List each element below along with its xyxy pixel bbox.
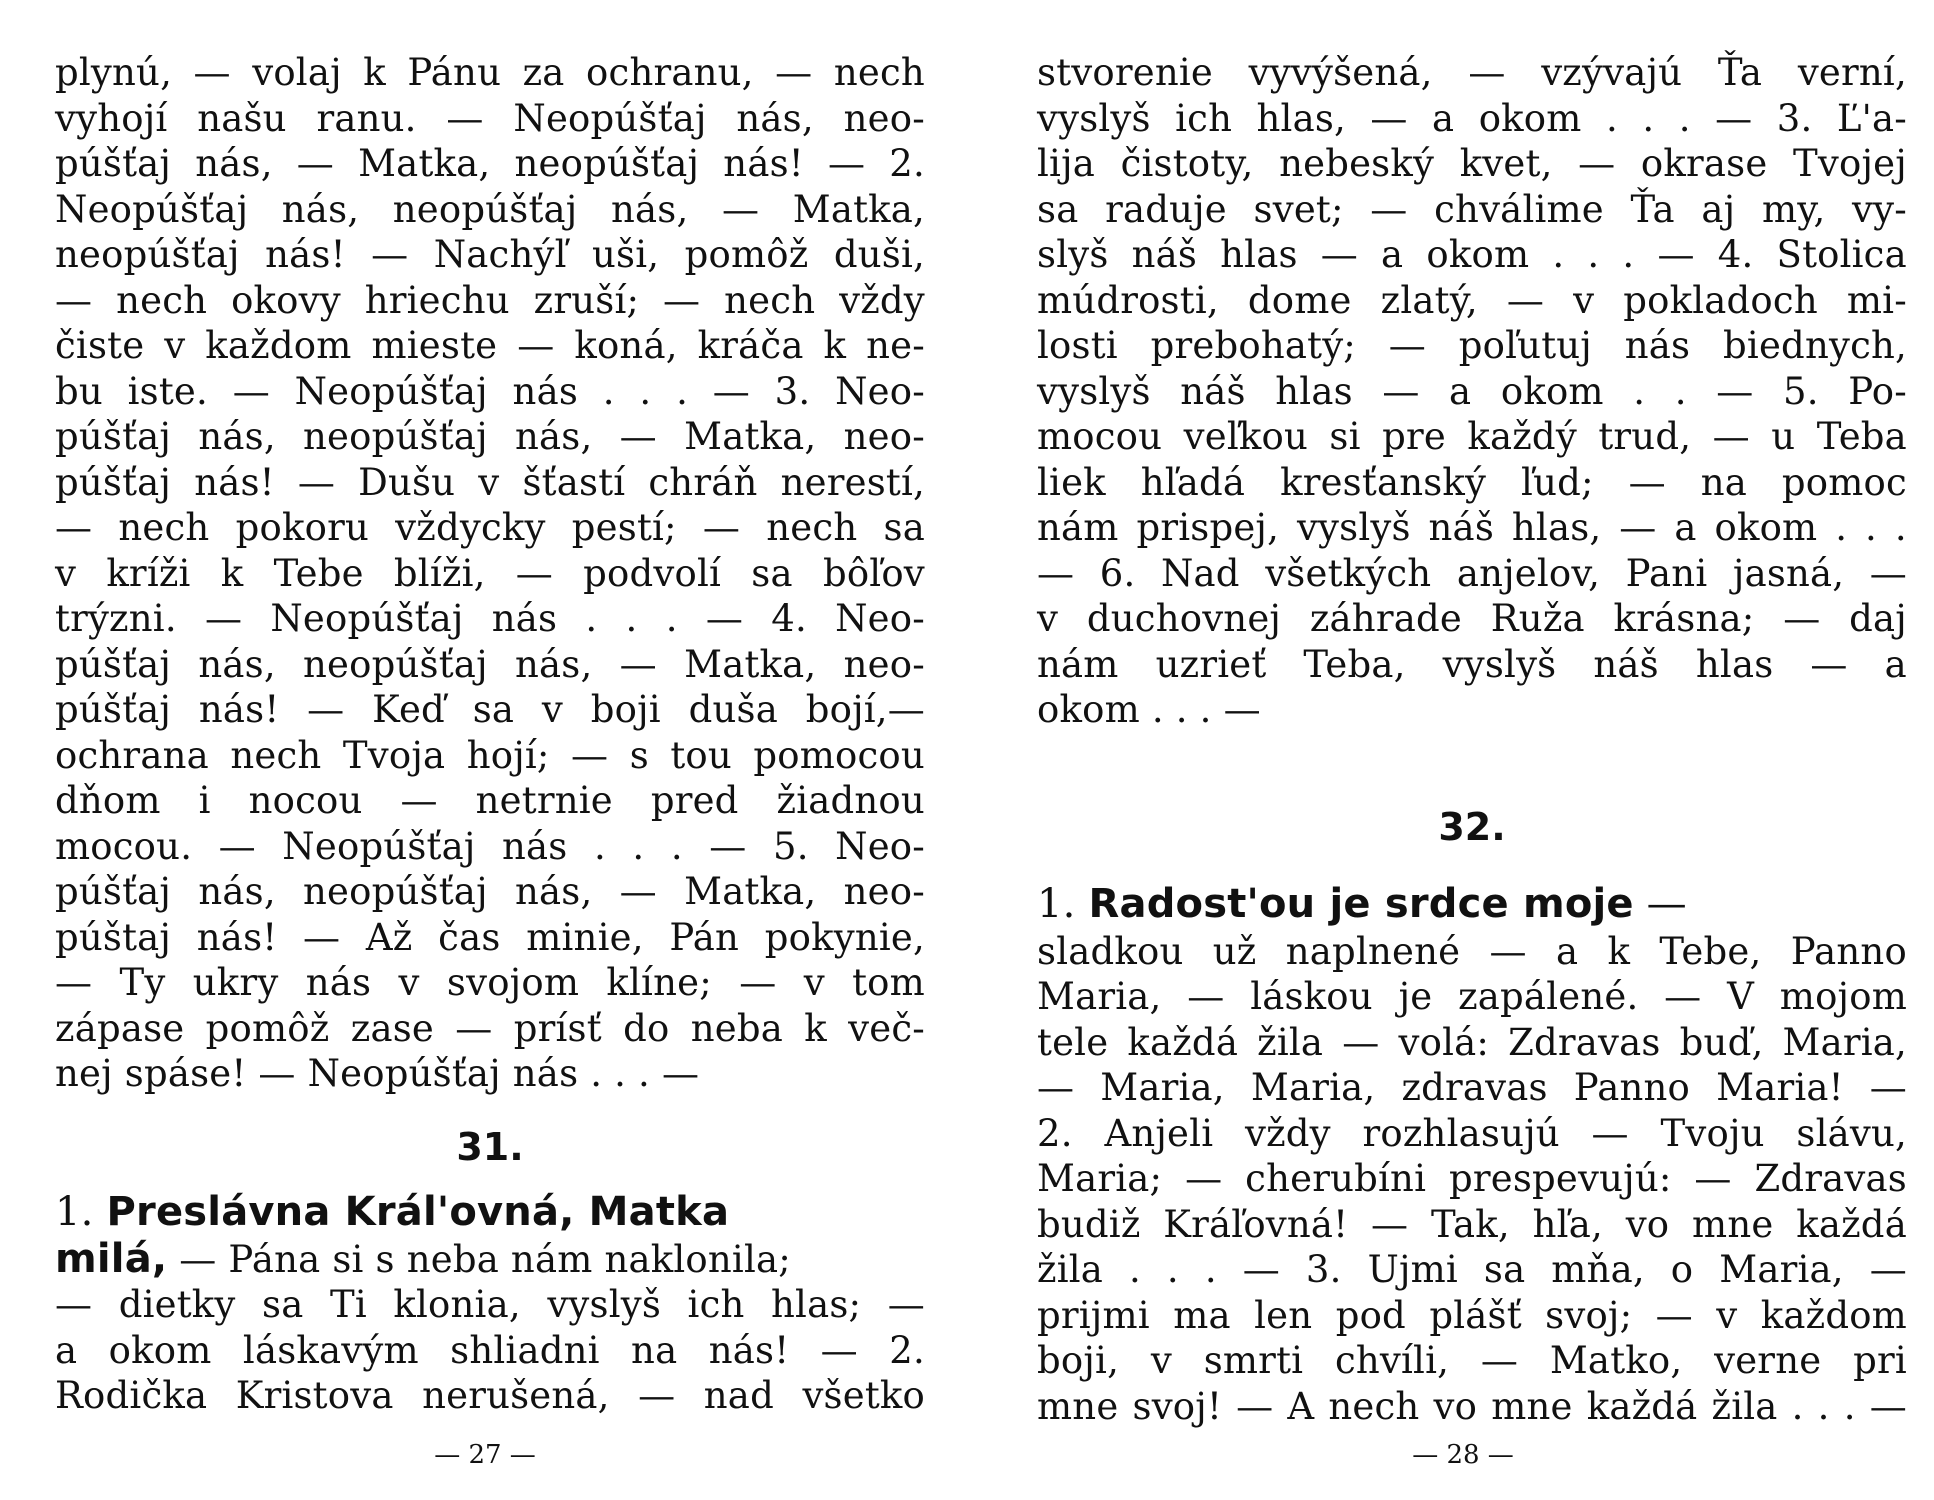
hymn-31-second-line — [55, 1237, 925, 1283]
text-line: púšťaj nás, neopúšťaj nás, — Matka, neo- — [55, 870, 925, 913]
hymn-32-first-line — [1037, 879, 1907, 929]
text-line: prijmi ma len pod plášť svoj; — v každom — [1037, 1293, 1907, 1337]
text-line: — Ty ukry nás v svojom klíne; — v tom — [55, 961, 925, 1004]
text-line: bu iste. — Neopúšťaj nás . . . — 3. Neo- — [55, 369, 925, 413]
text-line: stvorenie vyvýšená, — vzývajú Ťa verní, — [1037, 51, 1907, 94]
text-line: mne svoj! — A nech vo mne každá žila . . . — — [1037, 1384, 1907, 1428]
text-line: púšťaj nás, neopúšťaj nás, — Matka, neo- — [55, 415, 925, 458]
text-line: dňom i nocou — netrnie pred žiadnou — [55, 779, 925, 822]
right-page-number: — 28 — — [1412, 1440, 1514, 1470]
text-line: plynú, — volaj k Pánu za ochranu, — nech — [55, 51, 925, 94]
hymn-31-first-line — [55, 1187, 925, 1237]
hymn-31-first-line-rest: — Pána si s neba nám naklonila; — [167, 1237, 791, 1281]
text-line: mocou veľkou si pre každý trud, — u Teba — [1037, 415, 1907, 458]
hymn-32-number: 32. — [1438, 804, 1506, 849]
text-line: v duchovnej záhrade Ruža krásna; — daj — [1037, 597, 1907, 640]
text-line: púšťaj nás! — Keď sa v boji duša bojí,— — [55, 688, 925, 731]
text-line: sa raduje svet; — chválime Ťa aj my, vy- — [1037, 187, 1907, 231]
text-line: púšťaj nás! — Dušu v šťastí chráň nerestí, — [55, 460, 925, 504]
text-line: Maria, — láskou je zapálené. — V mojom — [1037, 975, 1907, 1018]
hymn-32-title: Radost'ou je srdce moje — [1088, 880, 1634, 927]
right-page — [1037, 50, 1907, 1429]
text-line: okom . . . — — [1037, 688, 1261, 731]
hymn-31-title-end: milá, — [55, 1235, 168, 1282]
text-line: tele každá žila — volá: Zdravas buď, Maria, — [1037, 1020, 1907, 1064]
left-page-number: — 27 — — [434, 1440, 536, 1470]
left-page-text-b — [55, 1282, 925, 1419]
text-line: vyhojí našu ranu. — Neopúšťaj nás, neo- — [55, 96, 925, 140]
text-line: losti prebohatý; — poľutuj nás biednych, — [1037, 324, 1907, 367]
text-line: sladkou už naplnené — a k Tebe, Panno — [1037, 929, 1907, 973]
text-line: — dietky sa Ti klonia, vyslyš ich hlas; — — [55, 1283, 925, 1326]
text-line: vyslyš náš hlas — a okom . . — 5. Po- — [1037, 369, 1907, 413]
hymn-31-verse-number: 1. — [55, 1188, 94, 1235]
text-line: liek hľadá kresťanský ľud; — na pomoc — [1037, 460, 1907, 504]
text-line: púšťaj nás, — Matka, neopúšťaj nás! — 2. — [55, 142, 925, 185]
text-line: žila . . . — 3. Ujmi sa mňa, o Maria, — — [1037, 1248, 1907, 1291]
hymn-31-title: Preslávna Král'ovná, Matka — [106, 1188, 730, 1235]
left-page-text-a — [55, 50, 925, 1097]
text-line: trýzni. — Neopúšťaj nás . . . — 4. Neo- — [55, 597, 925, 640]
text-line: 2. Anjeli vždy rozhlasujú — Tvoju slávu, — [1037, 1111, 1907, 1155]
text-line: a okom láskavým shliadni na nás! — 2. — [55, 1328, 925, 1372]
text-line: čiste v každom mieste — koná, kráča k ne- — [55, 324, 925, 367]
text-line: púšťaj nás, neopúšťaj nás, — Matka, neo- — [55, 642, 925, 686]
text-line: vyslyš ich hlas, — a okom . . . — 3. Ľ'a- — [1037, 96, 1907, 140]
text-line: múdrosti, dome zlatý, — v pokladoch mi- — [1037, 278, 1907, 322]
text-line: — nech pokoru vždycky pestí; — nech sa — [55, 506, 925, 549]
right-page-text-a — [1037, 50, 1907, 733]
text-line: púštaj nás! — Až čas minie, Pán pokynie, — [55, 915, 925, 959]
text-line: lija čistoty, nebeský kvet, — okrase Tvojej — [1037, 142, 1907, 185]
text-line: budiž Kráľovná! — Tak, hľa, vo mne každá — [1037, 1202, 1907, 1246]
text-line: nám uzrieť Teba, vyslyš náš hlas — a — [1037, 642, 1907, 686]
text-line: Rodička Kristova nerušená, — nad všetko — [55, 1374, 925, 1417]
text-line: — 6. Nad všetkých anjelov, Pani jasná, — — [1037, 551, 1907, 595]
hymn-31-number: 31. — [456, 1124, 524, 1169]
text-line: — nech okovy hriechu zruší; — nech vždy — [55, 278, 925, 322]
text-line: nej spáse! — Neopúšťaj nás . . . — — [55, 1052, 700, 1095]
text-line: zápase pomôž zase — prísť do neba k več- — [55, 1006, 925, 1050]
text-line: Neopúšťaj nás, neopúšťaj nás, — Matka, — [55, 187, 925, 231]
text-line: Maria; — cherubíni prespevujú: — Zdravas — [1037, 1157, 1907, 1200]
hymn-32-first-line-rest: — — [1633, 880, 1687, 927]
text-line: neopúšťaj nás! — Nachýľ uši, pomôž duši, — [55, 233, 925, 276]
text-line: mocou. — Neopúšťaj nás . . . — 5. Neo- — [55, 824, 925, 868]
text-line: nám prispej, vyslyš náš hlas, — a okom . . . — [1037, 506, 1907, 549]
hymn-32-verse-number: 1. — [1037, 880, 1076, 927]
text-line: ochrana nech Tvoja hojí; — s tou pomocou — [55, 733, 925, 777]
text-line: slyš náš hlas — a okom . . . — 4. Stolica — [1037, 233, 1907, 276]
text-line: v kríži k Tebe blíži, — podvolí sa bôľov — [55, 551, 925, 595]
right-page-text-b — [1037, 929, 1907, 1430]
text-line: boji, v smrti chvíli, — Matko, verne pri — [1037, 1339, 1907, 1382]
left-page — [55, 50, 925, 1419]
text-line: — Maria, Maria, zdravas Panno Maria! — — [1037, 1066, 1907, 1109]
